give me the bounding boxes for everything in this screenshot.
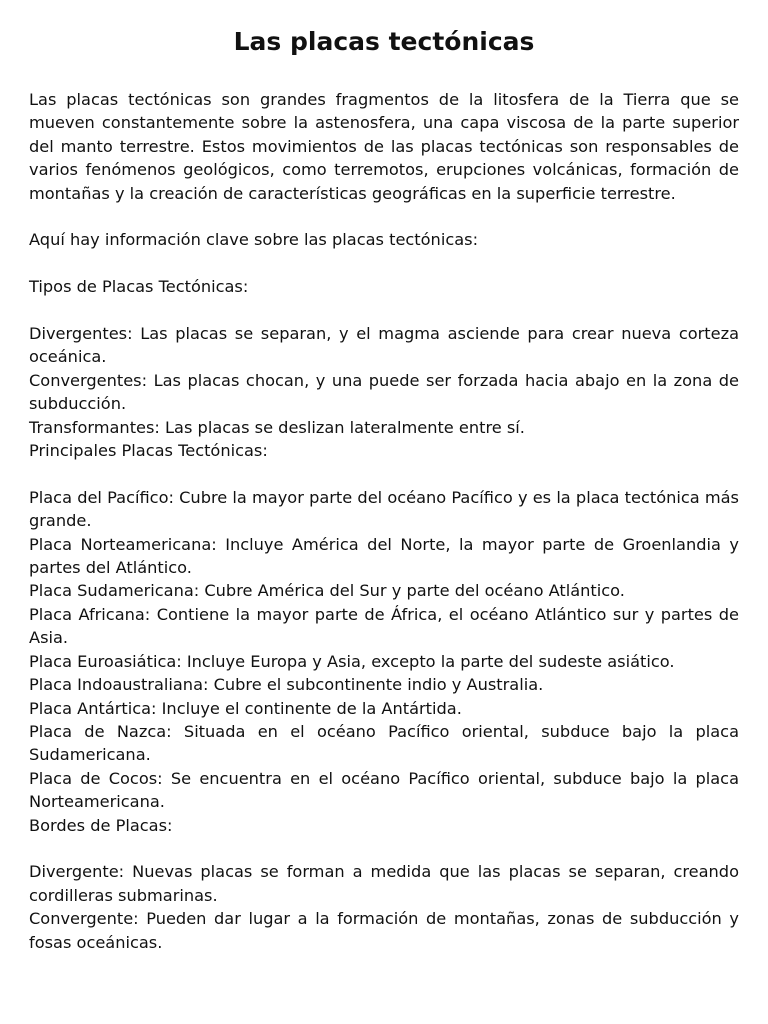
spacer xyxy=(29,462,739,485)
plate-item-antarctic: Placa Antártica: Incluye el continente de la Antártida. xyxy=(29,698,462,718)
plate-item-african: Placa Africana: Contiene la mayor parte de África, el océano Atlántico sur y partes de Asia. xyxy=(29,604,739,648)
type-item-transform: Transformantes: Las placas se deslizan lateralmente entre sí. xyxy=(29,417,525,437)
plate-item-pacific: Placa del Pacífico: Cubre la mayor parte del océano Pacífico y es la placa tectónica más grande. xyxy=(29,487,739,531)
plate-item-indo-australian: Placa Indoaustraliana: Cubre el subcontinente indio y Australia. xyxy=(29,675,544,695)
page-title: Las placas tectónicas xyxy=(233,27,535,56)
plate-item-north-american: Placa Norteamericana: Incluye América del Norte, la mayor parte de Groenlandia y partes del Atlántico. xyxy=(29,534,739,578)
main-plates-heading: Principales Placas Tectónicas: xyxy=(29,441,268,461)
spacer xyxy=(29,252,739,275)
border-item-divergent: Divergente: Nuevas placas se forman a medida que las placas se separan, creando cordilleras submarinas. xyxy=(29,862,739,905)
border-item-convergent: Convergente: Pueden dar lugar a la formación de montañas, zonas de subducción y fosas oceánicas. xyxy=(29,909,739,952)
plate-item-south-american: Placa Sudamericana: Cubre América del Sur y parte del océano Atlántico. xyxy=(29,581,625,601)
spacer xyxy=(29,205,739,228)
intro-paragraph: Las placas tectónicas son grandes fragmentos de la litosfera de la Tierra que se mueven constantemente sobre la astenosfera, una capa viscosa de la parte superior del manto terrestre. Estos movimientos de las placas tectónicas son responsables de varios fenómenos geológicos, como terremotos, erupciones volcánicas, formación de montañas y la creación de características geográficas en la superficie terrestre. xyxy=(29,90,739,203)
spacer xyxy=(29,299,739,322)
plate-item-nazca: Placa de Nazca: Situada en el océano Pacífico oriental, subduce bajo la placa Sudamericana. xyxy=(29,721,739,765)
key-info-text: Aquí hay información clave sobre las placas tectónicas: xyxy=(29,230,479,250)
type-item-convergent: Convergentes: Las placas chocan, y una puede ser forzada hacia abajo en la zona de subducción. xyxy=(29,370,739,414)
plate-item-eurasian: Placa Euroasiática: Incluye Europa y Asia, excepto la parte del sudeste asiático. xyxy=(29,651,675,671)
plate-item-cocos: Placa de Cocos: Se encuentra en el océano Pacífico oriental, subduce bajo la placa Norteamericana. xyxy=(29,768,739,812)
spacer xyxy=(29,837,739,860)
types-heading: Tipos de Placas Tectónicas: xyxy=(29,277,249,297)
borders-heading: Bordes de Placas: xyxy=(29,815,173,835)
type-item-divergent: Divergentes: Las placas se separan, y el magma asciende para crear nueva corteza oceánica. xyxy=(29,324,739,367)
document-page xyxy=(29,24,739,954)
